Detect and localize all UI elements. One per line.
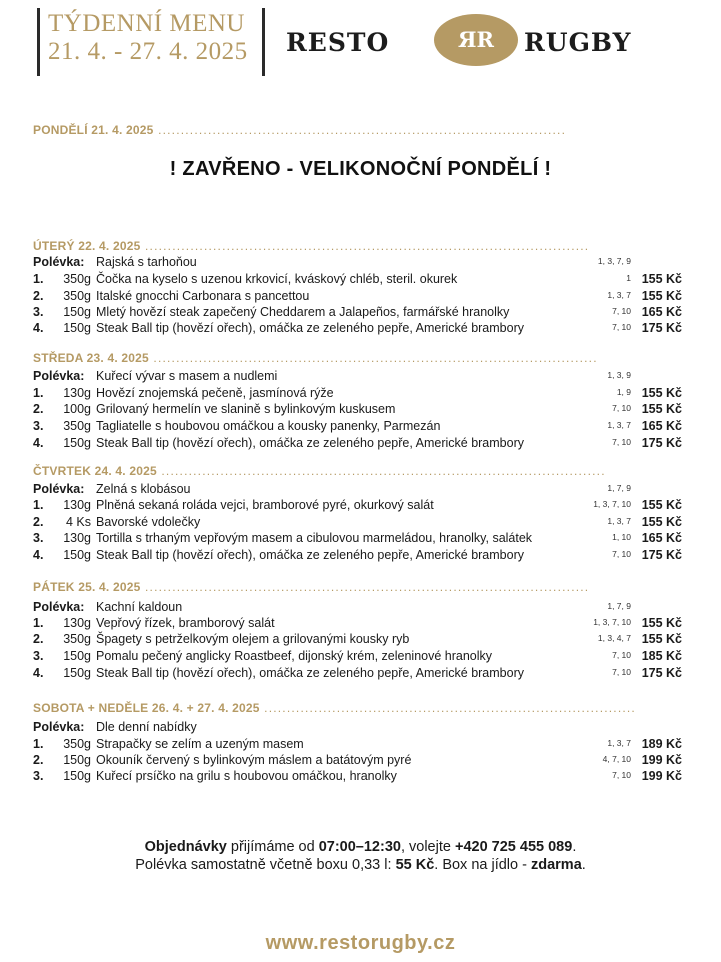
allergens: 7, 10 xyxy=(612,667,631,677)
item-name: Tagliatelle s houbovou omáčkou a kousky panenky, Parmezán xyxy=(96,419,441,433)
allergens: 1, 9 xyxy=(616,387,631,397)
allergens: 1, 7, 9 xyxy=(607,601,631,611)
menu-title xyxy=(48,10,248,66)
soup-label: Polévka: xyxy=(33,720,85,734)
item-weight: 150g xyxy=(63,666,91,680)
item-price: 199 Kč xyxy=(641,753,682,767)
item-number: 3. xyxy=(33,531,44,545)
item-weight: 150g xyxy=(63,321,91,335)
item-price: 165 Kč xyxy=(641,419,682,433)
item-name: Tortilla s trhaným vepřovým masem a cibulovou marmeládou, hranolky, salátek xyxy=(96,531,533,545)
menu-item xyxy=(33,616,688,633)
item-name: Kuřecí prsíčko na grilu s houbovou omáčkou, hranolky xyxy=(96,769,397,783)
item-price: 199 Kč xyxy=(641,769,682,783)
header-bar-left xyxy=(37,8,40,76)
item-weight: 150g xyxy=(63,436,91,450)
soup-name: Kuřecí vývar s masem a nudlemi xyxy=(96,369,278,383)
item-price: 185 Kč xyxy=(641,649,682,663)
allergens: 7, 10 xyxy=(612,306,631,316)
item-name: Okouník červený s bylinkovým máslem a batátovým pyré xyxy=(96,753,412,767)
item-number: 3. xyxy=(33,769,44,783)
day-heading-tuesday: ÚTERÝ 22. 4. 2025 .................................................................................................. xyxy=(33,239,590,253)
item-number: 4. xyxy=(33,321,44,335)
soup-name: Dle denní nabídky xyxy=(96,720,197,734)
soup-row xyxy=(33,255,688,272)
allergens: 7, 10 xyxy=(612,549,631,559)
menu-item xyxy=(33,769,688,786)
item-weight: 150g xyxy=(63,548,91,562)
item-number: 4. xyxy=(33,548,44,562)
allergens: 1, 3, 7 xyxy=(607,516,631,526)
item-name: Grilovaný hermelín ve slanině s bylinkovým kuskusem xyxy=(96,402,396,416)
item-price: 175 Kč xyxy=(641,548,682,562)
soup-label: Polévka: xyxy=(33,600,85,614)
item-price: 155 Kč xyxy=(641,616,682,630)
item-number: 2. xyxy=(33,402,44,416)
item-name: Steak Ball tip (hovězí ořech), omáčka ze zeleného pepře, Americké brambory xyxy=(96,321,524,335)
item-number: 1. xyxy=(33,386,44,400)
menu-item xyxy=(33,272,688,289)
allergens: 1, 3, 7, 10 xyxy=(593,617,631,627)
menu-item xyxy=(33,498,688,515)
menu-item xyxy=(33,737,688,754)
item-price: 155 Kč xyxy=(641,272,682,286)
item-number: 2. xyxy=(33,632,44,646)
item-name: Bavorské vdolečky xyxy=(96,515,201,529)
menu-item xyxy=(33,419,688,436)
brand-word-rugby: RUGBY xyxy=(524,28,632,57)
menu-title-line1: TÝDENNÍ MENU xyxy=(48,10,245,37)
item-number: 2. xyxy=(33,289,44,303)
day-heading-wednesday: STŘEDA 23. 4. 2025 .................................................................................................. xyxy=(33,351,598,365)
allergens: 1, 3, 4, 7 xyxy=(597,633,631,643)
allergens: 7, 10 xyxy=(612,650,631,660)
day-heading-monday: PONDĚLÍ 21. 4. 2025 .......................................................................................... xyxy=(33,123,567,137)
allergens: 1 xyxy=(626,273,631,283)
soup-name: Rajská s tarhoňou xyxy=(96,255,197,269)
soup-label: Polévka: xyxy=(33,369,85,383)
item-name: Plněná sekaná roláda vejci, bramborové pyré, okurkový salát xyxy=(96,498,434,512)
allergens: 7, 10 xyxy=(612,437,631,447)
allergens: 1, 7, 9 xyxy=(607,483,631,493)
item-weight: 350g xyxy=(63,272,91,286)
allergens: 1, 3, 7, 10 xyxy=(593,499,631,509)
item-weight: 150g xyxy=(63,769,91,783)
item-price: 155 Kč xyxy=(641,386,682,400)
orders-info: Objednávky přijímáme od 07:00–12:30, volejte +420 725 455 089. xyxy=(144,839,577,855)
item-number: 1. xyxy=(33,498,44,512)
soup-row xyxy=(33,369,688,386)
item-name: Pomalu pečený anglicky Roastbeef, dijonský krém, zeleninové hranolky xyxy=(96,649,493,663)
allergens: 1, 3, 7 xyxy=(607,290,631,300)
menu-item xyxy=(33,632,688,649)
day-heading-thursday: ČTVRTEK 24. 4. 2025 .................................................................................................. xyxy=(33,464,606,478)
item-price: 175 Kč xyxy=(641,321,682,335)
soup-row xyxy=(33,720,688,737)
menu-item xyxy=(33,321,688,338)
day-heading-friday: PÁTEK 25. 4. 2025 .................................................................................................. xyxy=(33,580,590,594)
item-weight: 150g xyxy=(63,649,91,663)
item-weight: 150g xyxy=(63,305,91,319)
item-weight: 150g xyxy=(63,753,91,767)
item-name: Vepřový řízek, bramborový salát xyxy=(96,616,275,630)
item-name: Steak Ball tip (hovězí ořech), omáčka ze zeleného pepře, Americké brambory xyxy=(96,666,524,680)
menu-date-range: 21. 4. - 27. 4. 2025 xyxy=(48,38,248,65)
allergens: 4, 7, 10 xyxy=(602,754,631,764)
item-weight: 350g xyxy=(63,289,91,303)
closed-notice: ! ZAVŘENO - VELIKONOČNÍ PONDĚLÍ ! xyxy=(169,158,552,180)
menu-item xyxy=(33,289,688,306)
item-name: Steak Ball tip (hovězí ořech), omáčka ze zeleného pepře, Americké brambory xyxy=(96,548,524,562)
menu-item xyxy=(33,436,688,453)
menu-item xyxy=(33,666,688,683)
item-name: Italské gnocchi Carbonara s pancettou xyxy=(96,289,310,303)
allergens: 1, 10 xyxy=(612,532,631,542)
item-number: 1. xyxy=(33,616,44,630)
svg-text:ЯR: ЯR xyxy=(458,27,494,52)
item-price: 189 Kč xyxy=(641,737,682,751)
item-price: 175 Kč xyxy=(641,666,682,680)
item-weight: 130g xyxy=(63,498,91,512)
item-name: Strapačky se zelím a uzeným masem xyxy=(96,737,304,751)
menu-item xyxy=(33,531,688,548)
menu-item xyxy=(33,515,688,532)
rugby-ball-logo-icon xyxy=(434,14,518,66)
allergens: 1, 3, 7, 9 xyxy=(597,256,631,266)
menu-item xyxy=(33,402,688,419)
brand-word-resto: RESTO xyxy=(286,28,390,57)
item-weight: 350g xyxy=(63,632,91,646)
soup-row xyxy=(33,600,688,617)
item-weight: 130g xyxy=(63,616,91,630)
item-number: 4. xyxy=(33,666,44,680)
item-weight: 4 Ks xyxy=(65,515,91,529)
soup-label: Polévka: xyxy=(33,482,85,496)
brand-logo xyxy=(286,14,670,70)
item-number: 3. xyxy=(33,305,44,319)
website-link[interactable]: www.restorugby.cz xyxy=(265,932,456,954)
soup-row xyxy=(33,482,688,499)
soup-name: Zelná s klobásou xyxy=(96,482,191,496)
allergens: 7, 10 xyxy=(612,403,631,413)
item-price: 155 Kč xyxy=(641,289,682,303)
item-number: 1. xyxy=(33,272,44,286)
day-heading-weekend: SOBOTA + NEDĚLE 26. 4. + 27. 4. 2025 .................................................................................. xyxy=(33,701,636,715)
item-price: 165 Kč xyxy=(641,305,682,319)
item-name: Steak Ball tip (hovězí ořech), omáčka ze zeleného pepře, Americké brambory xyxy=(96,436,524,450)
allergens: 1, 3, 7 xyxy=(607,738,631,748)
item-price: 155 Kč xyxy=(641,402,682,416)
soup-name: Kachní kaldoun xyxy=(96,600,183,614)
item-name: Hovězí znojemská pečeně, jasmínová rýže xyxy=(96,386,334,400)
soup-box-info: Polévka samostatně včetně boxu 0,33 l: 55 Kč. Box na jídlo - zdarma. xyxy=(135,857,586,873)
header-bar-right xyxy=(262,8,265,76)
item-price: 175 Kč xyxy=(641,436,682,450)
item-weight: 350g xyxy=(63,737,91,751)
phone-number: +420 725 455 089 xyxy=(454,839,573,855)
item-name: Špagety s petrželkovým olejem a grilovanými kousky ryb xyxy=(96,632,410,646)
allergens: 1, 3, 9 xyxy=(607,370,631,380)
allergens: 1, 3, 7 xyxy=(607,420,631,430)
menu-item xyxy=(33,305,688,322)
item-number: 2. xyxy=(33,515,44,529)
item-weight: 100g xyxy=(63,402,91,416)
item-weight: 350g xyxy=(63,419,91,433)
item-price: 155 Kč xyxy=(641,515,682,529)
item-number: 2. xyxy=(33,753,44,767)
soup-label: Polévka: xyxy=(33,255,85,269)
allergens: 7, 10 xyxy=(612,770,631,780)
item-number: 4. xyxy=(33,436,44,450)
item-number: 3. xyxy=(33,649,44,663)
menu-item xyxy=(33,649,688,666)
item-price: 155 Kč xyxy=(641,498,682,512)
menu-item xyxy=(33,548,688,565)
item-price: 165 Kč xyxy=(641,531,682,545)
item-number: 3. xyxy=(33,419,44,433)
item-name: Mletý hovězí steak zapečený Cheddarem a Jalapeños, farmářské hranolky xyxy=(96,305,510,319)
item-number: 1. xyxy=(33,737,44,751)
allergens: 7, 10 xyxy=(612,322,631,332)
item-weight: 130g xyxy=(63,531,91,545)
menu-item xyxy=(33,386,688,403)
item-name: Čočka na kyselo s uzenou krkovicí, kváskový chléb, steril. okurek xyxy=(96,272,458,286)
menu-item xyxy=(33,753,688,770)
item-weight: 130g xyxy=(63,386,91,400)
item-price: 155 Kč xyxy=(641,632,682,646)
